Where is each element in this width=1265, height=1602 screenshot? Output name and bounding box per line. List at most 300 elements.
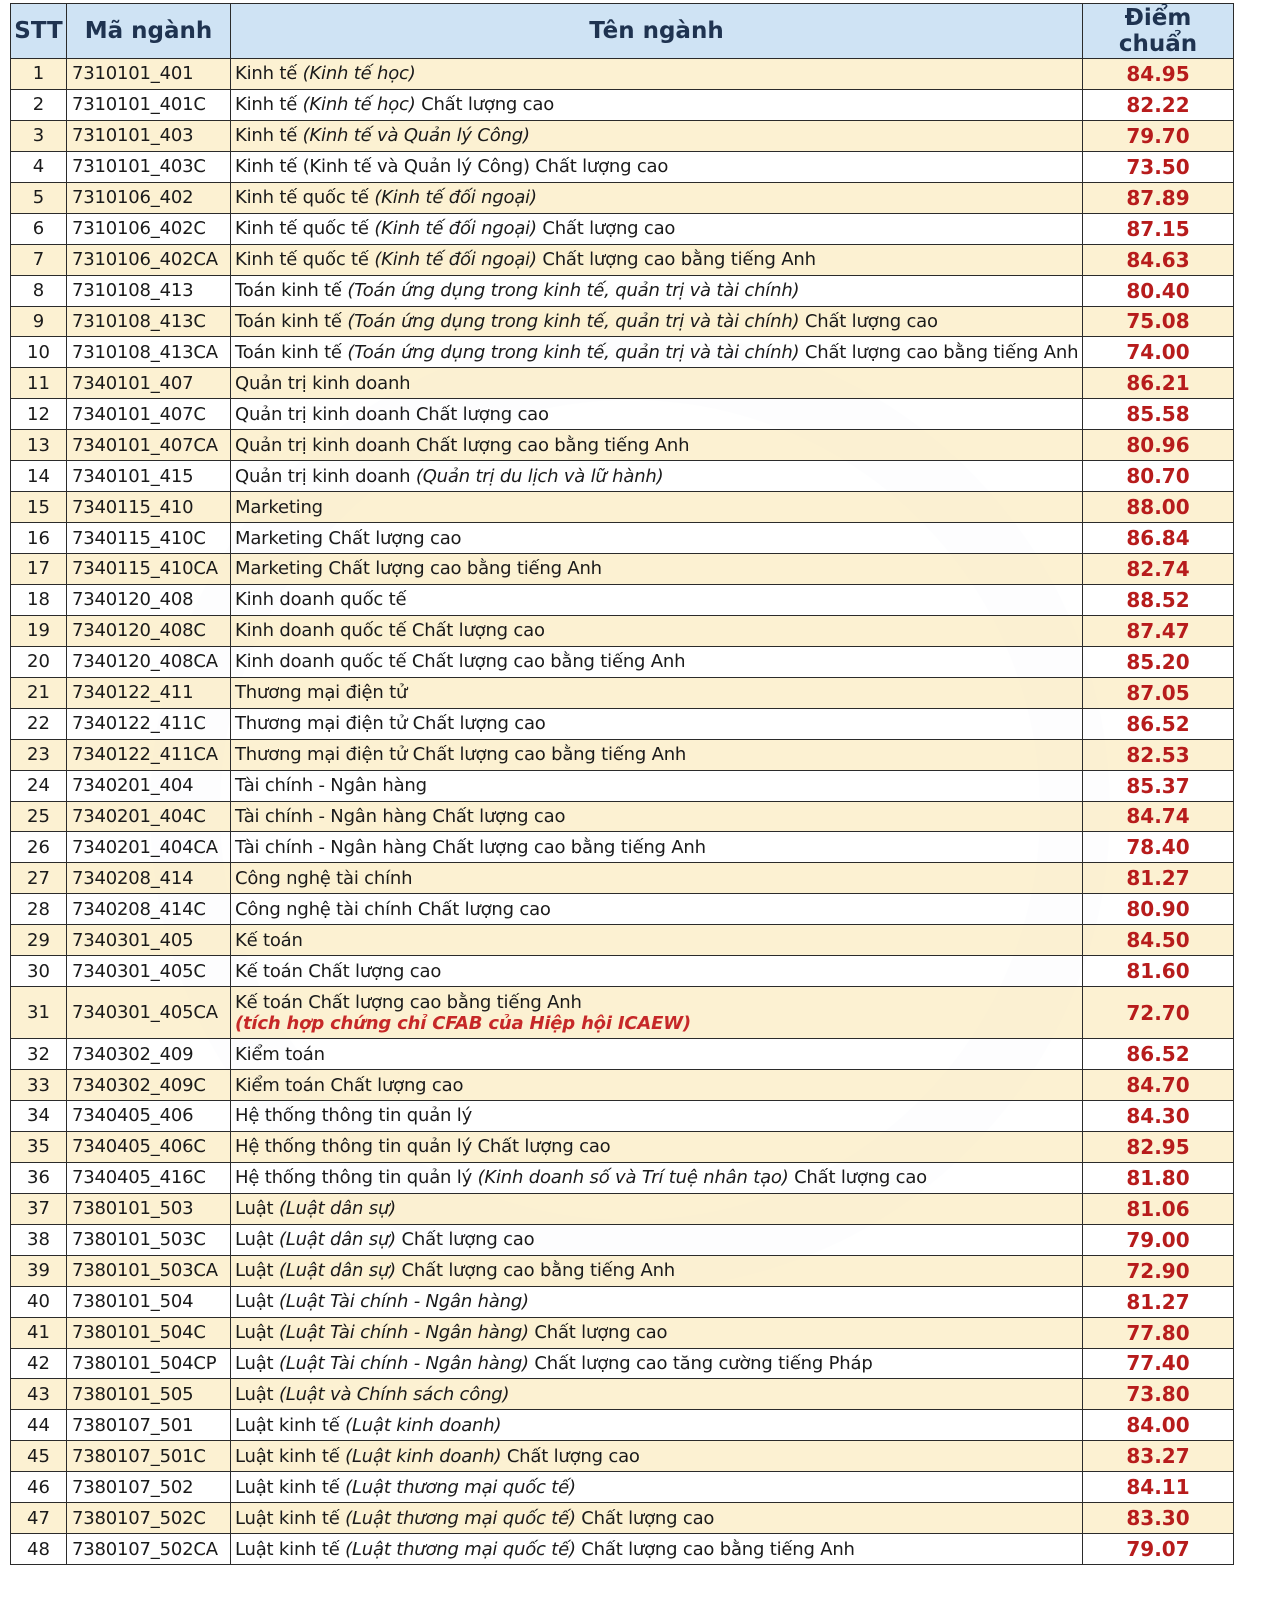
- table-row: [11, 739, 1234, 770]
- table-row: [11, 523, 1234, 554]
- row-code: 7340115_410CA: [67, 554, 231, 585]
- row-stt: 15: [11, 492, 67, 523]
- row-name-main: Thương mại điện tử: [235, 682, 408, 704]
- row-name: [231, 244, 1083, 275]
- row-score: 87.15: [1083, 213, 1234, 244]
- header-stt: STT: [11, 4, 67, 59]
- row-name: [231, 461, 1083, 492]
- row-name-main: Quản trị kinh doanh Chất lượng cao bằng tiếng Anh: [235, 434, 690, 456]
- row-name-main: Luật: [235, 1322, 279, 1344]
- row-name-main: Luật: [235, 1229, 279, 1251]
- row-name-suffix: Chất lượng cao: [415, 94, 555, 116]
- row-score: 88.52: [1083, 584, 1234, 615]
- admission-score-table: [10, 3, 1234, 1565]
- row-code: 7340201_404CA: [67, 832, 231, 863]
- row-name: [231, 1224, 1083, 1255]
- row-name: [231, 1286, 1083, 1317]
- row-code: 7310108_413: [67, 275, 231, 306]
- row-name-italic: (Kinh tế đối ngoại): [374, 249, 537, 271]
- row-name: [231, 677, 1083, 708]
- table-row: [11, 430, 1234, 461]
- table-row: [11, 368, 1234, 399]
- row-code: 7340301_405: [67, 925, 231, 956]
- row-name-italic: (Toán ứng dụng trong kinh tế, quản trị và tài chính): [347, 280, 800, 302]
- row-code: 7340208_414C: [67, 894, 231, 925]
- row-name: [231, 368, 1083, 399]
- row-stt: 40: [11, 1286, 67, 1317]
- row-name-main: Kinh tế quốc tế: [235, 218, 375, 240]
- row-score: 84.63: [1083, 244, 1234, 275]
- row-name-suffix: Chất lượng cao bằng tiếng Anh: [396, 1260, 675, 1282]
- row-name: [231, 1472, 1083, 1503]
- row-score: 82.95: [1083, 1131, 1234, 1162]
- row-name-italic: (Kinh tế học): [302, 63, 416, 85]
- row-stt: 44: [11, 1410, 67, 1441]
- row-name: [231, 1070, 1083, 1101]
- row-score: 79.07: [1083, 1534, 1234, 1565]
- row-score: 86.84: [1083, 523, 1234, 554]
- table-row: [11, 1410, 1234, 1441]
- row-code: 7310101_401C: [67, 89, 231, 120]
- row-score: 80.40: [1083, 275, 1234, 306]
- row-code: 7380101_505: [67, 1379, 231, 1410]
- row-score: 86.52: [1083, 708, 1234, 739]
- row-name: [231, 956, 1083, 987]
- row-name-main: Quản trị kinh doanh: [235, 465, 416, 487]
- row-score: 80.90: [1083, 894, 1234, 925]
- row-name-italic: (Luật Tài chính - Ngân hàng): [278, 1322, 529, 1344]
- row-stt: 17: [11, 554, 67, 585]
- row-name-italic: (Quản trị du lịch và lữ hành): [415, 465, 664, 487]
- row-code: 7340101_407C: [67, 399, 231, 430]
- row-name-suffix: Chất lượng cao bằng tiếng Anh: [799, 341, 1079, 363]
- row-code: 7340201_404: [67, 770, 231, 801]
- row-name-main: Kinh tế quốc tế: [235, 249, 375, 271]
- table-row: [11, 1286, 1234, 1317]
- row-score: 85.37: [1083, 770, 1234, 801]
- row-name-italic: (Kinh tế và Quản lý Công): [302, 125, 530, 147]
- row-stt: 26: [11, 832, 67, 863]
- row-name: [231, 1193, 1083, 1224]
- row-score: 82.74: [1083, 554, 1234, 585]
- row-stt: 4: [11, 151, 67, 182]
- row-score: 81.27: [1083, 1286, 1234, 1317]
- table-row: [11, 1193, 1234, 1224]
- row-name: [231, 1379, 1083, 1410]
- row-name-italic: (Toán ứng dụng trong kinh tế, quản trị và tài chính): [347, 310, 800, 332]
- row-name-italic: (Luật dân sự): [278, 1229, 397, 1251]
- row-name-italic: (Kinh doanh số và Trí tuệ nhân tạo): [477, 1167, 789, 1189]
- table-row: [11, 1317, 1234, 1348]
- row-stt: 43: [11, 1379, 67, 1410]
- row-name-italic: (Luật và Chính sách công): [278, 1383, 510, 1405]
- row-name-main: Luật kinh tế: [235, 1445, 346, 1467]
- row-code: 7340101_407: [67, 368, 231, 399]
- row-name-main: Kiểm toán: [235, 1043, 325, 1065]
- table-row: [11, 894, 1234, 925]
- row-code: 7340101_415: [67, 461, 231, 492]
- row-code: 7340115_410C: [67, 523, 231, 554]
- row-score: 79.00: [1083, 1224, 1234, 1255]
- table-row: [11, 646, 1234, 677]
- row-name-main: Hệ thống thông tin quản lý Chất lượng cao: [235, 1136, 611, 1158]
- row-stt: 18: [11, 584, 67, 615]
- row-name-suffix: Chất lượng cao bằng tiếng Anh: [575, 1538, 855, 1560]
- row-score: 85.58: [1083, 399, 1234, 430]
- header-score: Điểm chuẩn: [1083, 4, 1234, 59]
- row-name: [231, 554, 1083, 585]
- row-name: [231, 1131, 1083, 1162]
- row-stt: 29: [11, 925, 67, 956]
- row-stt: 32: [11, 1039, 67, 1070]
- row-name: [231, 615, 1083, 646]
- row-name: [231, 120, 1083, 151]
- row-name-main: Kinh doanh quốc tế Chất lượng cao: [235, 620, 545, 642]
- row-score: 81.80: [1083, 1162, 1234, 1193]
- row-score: 83.30: [1083, 1503, 1234, 1534]
- row-name-main: Công nghệ tài chính: [235, 867, 413, 889]
- row-score: 85.20: [1083, 646, 1234, 677]
- row-score: 84.30: [1083, 1101, 1234, 1132]
- table-row: [11, 554, 1234, 585]
- row-name-main: Luật: [235, 1383, 279, 1405]
- table-row: [11, 1039, 1234, 1070]
- row-name: [231, 1255, 1083, 1286]
- table-row: [11, 1255, 1234, 1286]
- row-score: 73.50: [1083, 151, 1234, 182]
- row-name-suffix: Chất lượng cao tăng cường tiếng Pháp: [528, 1352, 873, 1374]
- row-stt: 38: [11, 1224, 67, 1255]
- row-name: [231, 1162, 1083, 1193]
- row-stt: 45: [11, 1441, 67, 1472]
- row-name: [231, 584, 1083, 615]
- row-name-main: Tài chính - Ngân hàng Chất lượng cao: [235, 805, 566, 827]
- row-stt: 34: [11, 1101, 67, 1132]
- row-name-main: Luật kinh tế: [235, 1476, 346, 1498]
- row-stt: 11: [11, 368, 67, 399]
- row-score: 84.11: [1083, 1472, 1234, 1503]
- row-name: [231, 1039, 1083, 1070]
- row-code: 7340101_407CA: [67, 430, 231, 461]
- row-name: [231, 1410, 1083, 1441]
- table-row: [11, 59, 1234, 90]
- row-name-main: Kinh tế: [235, 94, 303, 116]
- row-stt: 21: [11, 677, 67, 708]
- row-name-main: Quản trị kinh doanh Chất lượng cao: [235, 403, 549, 425]
- row-score: 75.08: [1083, 306, 1234, 337]
- row-code: 7310101_403C: [67, 151, 231, 182]
- row-stt: 7: [11, 244, 67, 275]
- row-score: 81.06: [1083, 1193, 1234, 1224]
- row-name: [231, 337, 1083, 368]
- row-code: 7340122_411CA: [67, 739, 231, 770]
- row-stt: 20: [11, 646, 67, 677]
- row-code: 7340201_404C: [67, 801, 231, 832]
- row-name-main: Kiểm toán Chất lượng cao: [235, 1074, 464, 1096]
- row-name-main: Toán kinh tế: [235, 310, 348, 332]
- row-code: 7310106_402C: [67, 213, 231, 244]
- row-name-note: (tích hợp chứng chỉ CFAB của Hiệp hội ICAEW): [235, 1012, 691, 1034]
- table-row: [11, 677, 1234, 708]
- row-score: 84.50: [1083, 925, 1234, 956]
- row-stt: 35: [11, 1131, 67, 1162]
- row-stt: 16: [11, 523, 67, 554]
- table-row: [11, 1503, 1234, 1534]
- row-name-main: Thương mại điện tử Chất lượng cao: [235, 713, 546, 735]
- row-name-main: Tài chính - Ngân hàng: [235, 775, 427, 797]
- row-score: 84.95: [1083, 59, 1234, 90]
- row-name: [231, 1348, 1083, 1379]
- row-name-italic: (Luật kinh doanh): [345, 1414, 502, 1436]
- row-code: 7380101_503CA: [67, 1255, 231, 1286]
- row-score: 72.70: [1083, 987, 1234, 1039]
- row-stt: 25: [11, 801, 67, 832]
- row-score: 84.74: [1083, 801, 1234, 832]
- row-stt: 6: [11, 213, 67, 244]
- row-name-main: Luật kinh tế: [235, 1507, 346, 1529]
- table-row: [11, 492, 1234, 523]
- row-score: 87.47: [1083, 615, 1234, 646]
- row-name: [231, 987, 1083, 1039]
- table-row: [11, 832, 1234, 863]
- row-name-main: Kinh tế: [235, 125, 303, 147]
- row-code: 7340301_405CA: [67, 987, 231, 1039]
- row-name: [231, 1441, 1083, 1472]
- row-stt: 8: [11, 275, 67, 306]
- row-code: 7340302_409C: [67, 1070, 231, 1101]
- header-code: Mã ngành: [67, 4, 231, 59]
- table-row: [11, 1379, 1234, 1410]
- row-stt: 47: [11, 1503, 67, 1534]
- row-name: [231, 59, 1083, 90]
- row-code: 7340302_409: [67, 1039, 231, 1070]
- row-stt: 24: [11, 770, 67, 801]
- row-code: 7340122_411C: [67, 708, 231, 739]
- row-name: [231, 399, 1083, 430]
- row-stt: 46: [11, 1472, 67, 1503]
- row-name: [231, 1534, 1083, 1565]
- row-name: [231, 708, 1083, 739]
- row-name-italic: (Luật dân sự): [278, 1198, 397, 1220]
- row-name: [231, 801, 1083, 832]
- row-stt: 27: [11, 863, 67, 894]
- row-name: [231, 306, 1083, 337]
- row-name-suffix: Chất lượng cao: [501, 1445, 640, 1467]
- table-row: [11, 1441, 1234, 1472]
- row-name-main: Luật: [235, 1291, 279, 1313]
- row-stt: 28: [11, 894, 67, 925]
- row-code: 7310106_402CA: [67, 244, 231, 275]
- row-name: [231, 770, 1083, 801]
- row-name-italic: (Kinh tế đối ngoại): [374, 218, 537, 240]
- row-code: 7340120_408CA: [67, 646, 231, 677]
- row-code: 7340120_408: [67, 584, 231, 615]
- row-code: 7310108_413CA: [67, 337, 231, 368]
- row-score: 82.53: [1083, 739, 1234, 770]
- row-score: 84.00: [1083, 1410, 1234, 1441]
- row-code: 7340405_416C: [67, 1162, 231, 1193]
- row-name-main: Kinh tế quốc tế: [235, 187, 375, 209]
- row-score: 86.52: [1083, 1039, 1234, 1070]
- row-code: 7380107_502C: [67, 1503, 231, 1534]
- row-score: 84.70: [1083, 1070, 1234, 1101]
- row-name: [231, 739, 1083, 770]
- row-name-main: Hệ thống thông tin quản lý: [235, 1105, 473, 1127]
- table-row: [11, 770, 1234, 801]
- row-name-italic: (Luật thương mại quốc tế): [345, 1538, 576, 1560]
- table-row: [11, 399, 1234, 430]
- table-row: [11, 1070, 1234, 1101]
- row-name-main: Kinh tế (Kinh tế và Quản lý Công) Chất lượng cao: [235, 156, 669, 178]
- row-code: 7340405_406C: [67, 1131, 231, 1162]
- row-stt: 31: [11, 987, 67, 1039]
- row-name: [231, 492, 1083, 523]
- row-code: 7380101_503C: [67, 1224, 231, 1255]
- table-row: [11, 1162, 1234, 1193]
- row-name: [231, 894, 1083, 925]
- row-score: 77.40: [1083, 1348, 1234, 1379]
- row-name-main: Kế toán Chất lượng cao: [235, 960, 442, 982]
- row-stt: 2: [11, 89, 67, 120]
- row-score: 72.90: [1083, 1255, 1234, 1286]
- table-row: [11, 925, 1234, 956]
- table-row: [11, 801, 1234, 832]
- row-code: 7380107_501: [67, 1410, 231, 1441]
- row-name-main: Kế toán Chất lượng cao bằng tiếng Anh: [235, 991, 582, 1013]
- row-name-main: Công nghệ tài chính Chất lượng cao: [235, 898, 551, 920]
- row-name: [231, 832, 1083, 863]
- row-name-italic: (Toán ứng dụng trong kinh tế, quản trị và tài chính): [347, 341, 800, 363]
- row-code: 7340405_406: [67, 1101, 231, 1132]
- row-name-main: Luật: [235, 1352, 279, 1374]
- row-name-main: Tài chính - Ngân hàng Chất lượng cao bằng tiếng Anh: [235, 836, 706, 858]
- row-score: 74.00: [1083, 337, 1234, 368]
- row-name-main: Quản trị kinh doanh: [235, 372, 411, 394]
- row-name-main: Thương mại điện tử Chất lượng cao bằng tiếng Anh: [235, 744, 687, 766]
- row-name-main: Luật kinh tế: [235, 1414, 346, 1436]
- row-score: 77.80: [1083, 1317, 1234, 1348]
- row-name-suffix: Chất lượng cao: [799, 310, 938, 332]
- row-code: 7380101_504CP: [67, 1348, 231, 1379]
- row-stt: 36: [11, 1162, 67, 1193]
- table-row: [11, 1534, 1234, 1565]
- row-code: 7380107_502: [67, 1472, 231, 1503]
- row-name: [231, 863, 1083, 894]
- row-name-italic: (Kinh tế học): [302, 94, 416, 116]
- row-name-main: Kế toán: [235, 929, 303, 951]
- row-code: 7340301_405C: [67, 956, 231, 987]
- table-header-row: [11, 4, 1234, 59]
- table-row: [11, 306, 1234, 337]
- row-name: [231, 1101, 1083, 1132]
- table-row: [11, 615, 1234, 646]
- row-code: 7310101_403: [67, 120, 231, 151]
- row-name: [231, 151, 1083, 182]
- table-row: [11, 120, 1234, 151]
- row-name-italic: (Luật Tài chính - Ngân hàng): [278, 1352, 529, 1374]
- row-code: 7340120_408C: [67, 615, 231, 646]
- row-stt: 41: [11, 1317, 67, 1348]
- row-score: 73.80: [1083, 1379, 1234, 1410]
- row-name-italic: (Luật dân sự): [278, 1260, 397, 1282]
- row-score: 81.60: [1083, 956, 1234, 987]
- table-row: [11, 987, 1234, 1039]
- table-row: [11, 863, 1234, 894]
- row-score: 86.21: [1083, 368, 1234, 399]
- row-name-main: Luật: [235, 1198, 279, 1220]
- table-row: [11, 956, 1234, 987]
- row-name: [231, 646, 1083, 677]
- row-score: 80.70: [1083, 461, 1234, 492]
- row-stt: 37: [11, 1193, 67, 1224]
- row-name-suffix: Chất lượng cao: [396, 1229, 535, 1251]
- header-name: Tên ngành: [231, 4, 1083, 59]
- row-score: 79.70: [1083, 120, 1234, 151]
- row-score: 82.22: [1083, 89, 1234, 120]
- row-stt: 1: [11, 59, 67, 90]
- row-code: 7310108_413C: [67, 306, 231, 337]
- row-name: [231, 430, 1083, 461]
- row-code: 7380101_504: [67, 1286, 231, 1317]
- row-name-main: Kinh tế: [235, 63, 303, 85]
- table-row: [11, 1472, 1234, 1503]
- table-row: [11, 461, 1234, 492]
- table-row: [11, 337, 1234, 368]
- row-name-main: Luật: [235, 1260, 279, 1282]
- row-stt: 30: [11, 956, 67, 987]
- row-name-italic: (Luật thương mại quốc tế): [345, 1507, 576, 1529]
- row-stt: 42: [11, 1348, 67, 1379]
- row-name-italic: (Kinh tế đối ngoại): [374, 187, 537, 209]
- table-row: [11, 1131, 1234, 1162]
- table-row: [11, 244, 1234, 275]
- row-name: [231, 1317, 1083, 1348]
- row-name-main: Kinh doanh quốc tế: [235, 589, 407, 611]
- row-name-suffix: Chất lượng cao: [788, 1167, 927, 1189]
- table-row: [11, 1348, 1234, 1379]
- table-body: [11, 59, 1234, 1565]
- table-row: [11, 182, 1234, 213]
- row-stt: 19: [11, 615, 67, 646]
- row-stt: 22: [11, 708, 67, 739]
- row-score: 81.27: [1083, 863, 1234, 894]
- row-score: 78.40: [1083, 832, 1234, 863]
- row-name: [231, 213, 1083, 244]
- row-stt: 33: [11, 1070, 67, 1101]
- row-stt: 12: [11, 399, 67, 430]
- table-row: [11, 151, 1234, 182]
- row-stt: 10: [11, 337, 67, 368]
- row-name-main: Toán kinh tế: [235, 280, 348, 302]
- table-row: [11, 1224, 1234, 1255]
- row-stt: 39: [11, 1255, 67, 1286]
- row-score: 80.96: [1083, 430, 1234, 461]
- row-code: 7380107_502CA: [67, 1534, 231, 1565]
- row-name: [231, 182, 1083, 213]
- row-name-italic: (Luật Tài chính - Ngân hàng): [278, 1291, 529, 1313]
- row-name-suffix: Chất lượng cao bằng tiếng Anh: [536, 249, 816, 271]
- row-code: 7380101_504C: [67, 1317, 231, 1348]
- row-score: 87.89: [1083, 182, 1234, 213]
- row-name: [231, 1503, 1083, 1534]
- table-row: [11, 1101, 1234, 1132]
- row-name-italic: (Luật thương mại quốc tế): [345, 1476, 576, 1498]
- row-name-main: Kinh doanh quốc tế Chất lượng cao bằng tiếng Anh: [235, 651, 686, 673]
- row-code: 7310101_401: [67, 59, 231, 90]
- row-name-main: Marketing Chất lượng cao: [235, 527, 462, 549]
- row-name-main: Toán kinh tế: [235, 341, 348, 363]
- row-name-main: Hệ thống thông tin quản lý: [235, 1167, 478, 1189]
